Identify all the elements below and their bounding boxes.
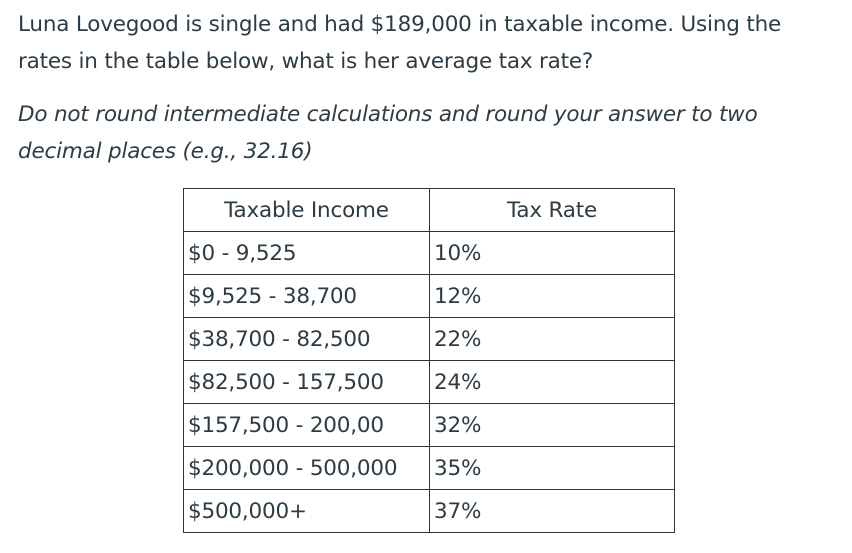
tax-rate-cell: 32% xyxy=(430,404,675,447)
question-text-block xyxy=(18,6,838,80)
tax-rate-cell: 24% xyxy=(430,361,675,404)
table-row xyxy=(184,232,675,275)
table-row xyxy=(184,361,675,404)
tax-rate-cell: 35% xyxy=(430,447,675,490)
question-text: Luna Lovegood is single and had $189,000 in taxable income. Using the rates in the table below, what is her average tax rate? xyxy=(18,12,782,74)
income-bracket-cell: $157,500 - 200,00 xyxy=(184,404,430,447)
tax-rate-cell: 22% xyxy=(430,318,675,361)
table-row xyxy=(184,318,675,361)
instructions-text-block xyxy=(18,96,838,170)
column-header-tax-rate: Tax Rate xyxy=(430,189,675,232)
tax-rate-cell: 12% xyxy=(430,275,675,318)
income-bracket-cell: $500,000+ xyxy=(184,490,430,533)
column-header-taxable-income: Taxable Income xyxy=(184,189,430,232)
table-row xyxy=(184,490,675,533)
income-bracket-cell: $0 - 9,525 xyxy=(184,232,430,275)
income-bracket-cell: $200,000 - 500,000 xyxy=(184,447,430,490)
income-bracket-cell: $38,700 - 82,500 xyxy=(184,318,430,361)
table-row xyxy=(184,404,675,447)
income-bracket-cell: $82,500 - 157,500 xyxy=(184,361,430,404)
tax-rate-cell: 10% xyxy=(430,232,675,275)
table-header-row xyxy=(184,189,675,232)
table-row xyxy=(184,275,675,318)
tax-rate-table xyxy=(183,188,675,533)
table-row xyxy=(184,447,675,490)
income-bracket-cell: $9,525 - 38,700 xyxy=(184,275,430,318)
tax-rate-cell: 37% xyxy=(430,490,675,533)
instructions-text: Do not round intermediate calculations and round your answer to two decimal places (e.g., 32.16) xyxy=(18,102,758,164)
